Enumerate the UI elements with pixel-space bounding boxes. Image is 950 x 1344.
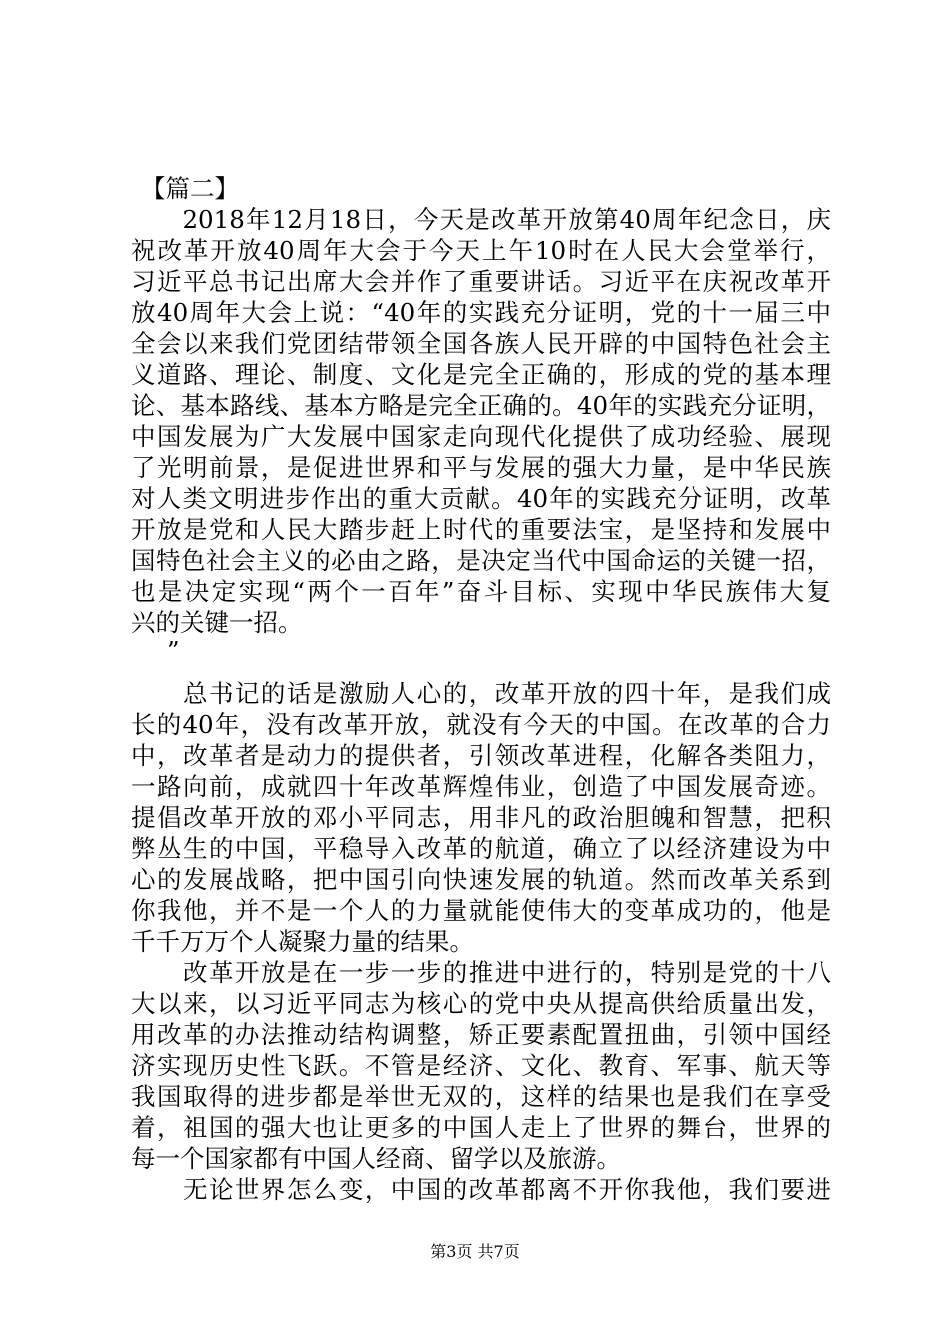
text-line: 中，改革者是动力的提供者，引领改革进程，化解各类阻力， — [131, 741, 831, 770]
text-line: 了光明前景，是促进世界和平与发展的强大力量，是中华民族 — [131, 453, 831, 482]
text-line: 着，祖国的强大也让更多的中国人走上了世界的舞台，世界的 — [131, 1113, 831, 1142]
text-line: 2018年12月18日，今天是改革开放第40周年纪念日，庆 — [131, 205, 831, 234]
paragraph-2 — [131, 678, 831, 957]
text-line: 大以来，以习近平同志为核心的党中央从提高供给质量出发， — [131, 989, 831, 1018]
text-line: 祝改革开放40周年大会于今天上午10时在人民大会堂举行， — [131, 236, 831, 265]
text-line: 长的40年，没有改革开放，就没有今天的中国。在改革的合力 — [131, 710, 831, 739]
text-line: 提倡改革开放的邓小平同志，用非凡的政治胆魄和智慧，把积 — [131, 803, 831, 832]
text-line: 用改革的办法推动结构调整，矫正要素配置扭曲，引领中国经 — [131, 1020, 831, 1049]
text-line: 你我他，并不是一个人的力量就能使伟大的变革成功的，他是 — [131, 896, 831, 925]
text-line: 放40周年大会上说：“40年的实践充分证明，党的十一届三中 — [131, 298, 831, 327]
text-line: 义道路、理论、制度、文化是完全正确的，形成的党的基本理 — [131, 360, 831, 389]
text-line: 一路向前，成就四十年改革辉煌伟业，创造了中国发展奇迹。 — [131, 772, 831, 801]
paragraph-3 — [131, 957, 831, 1174]
section-heading: 【篇二】 — [141, 174, 239, 203]
text-line: 全会以来我们党团结带领全国各族人民开辟的中国特色社会主 — [131, 329, 831, 358]
page-number-footer: 第3页 共7页 — [430, 1242, 520, 1261]
text-line: 无论世界怎么变，中国的改革都离不开你我他，我们要进 — [131, 1175, 831, 1204]
closing-quote: ” — [167, 636, 180, 665]
text-line: 对人类文明进步作出的重大贡献。40年的实践充分证明，改革 — [131, 484, 831, 513]
text-line: 也是决定实现“两个一百年”奋斗目标、实现中华民族伟大复 — [131, 577, 831, 606]
text-line: 兴的关键一招。 — [131, 608, 303, 637]
text-line: 总书记的话是激励人心的，改革开放的四十年，是我们成 — [131, 679, 831, 708]
paragraph-1 — [131, 204, 831, 664]
text-line: 国特色社会主义的必由之路，是决定当代中国命运的关键一招， — [131, 546, 831, 575]
document-body — [131, 173, 831, 1205]
paragraph-4 — [131, 1174, 831, 1205]
text-line: 开放是党和人民大踏步赶上时代的重要法宝，是坚持和发展中 — [131, 515, 831, 544]
text-line: 论、基本路线、基本方略是完全正确的。40年的实践充分证明， — [131, 391, 831, 420]
text-line: 每一个国家都有中国人经商、留学以及旅游。 — [131, 1144, 621, 1173]
text-line: 改革开放是在一步一步的推进中进行的，特别是党的十八 — [131, 958, 831, 987]
text-line: 中国发展为广大发展中国家走向现代化提供了成功经验、展现 — [131, 422, 831, 451]
text-line: 济实现历史性飞跃。不管是经济、文化、教育、军事、航天等 — [131, 1051, 831, 1080]
text-line: 心的发展战略，把中国引向快速发展的轨道。然而改革关系到 — [131, 865, 831, 894]
text-line: 弊丛生的中国，平稳导入改革的航道，确立了以经济建设为中 — [131, 834, 831, 863]
text-line: 习近平总书记出席大会并作了重要讲话。习近平在庆祝改革开 — [131, 267, 831, 296]
text-line: 千千万万个人凝聚力量的结果。 — [131, 927, 474, 956]
text-line: 我国取得的进步都是举世无双的，这样的结果也是我们在享受 — [131, 1082, 831, 1111]
